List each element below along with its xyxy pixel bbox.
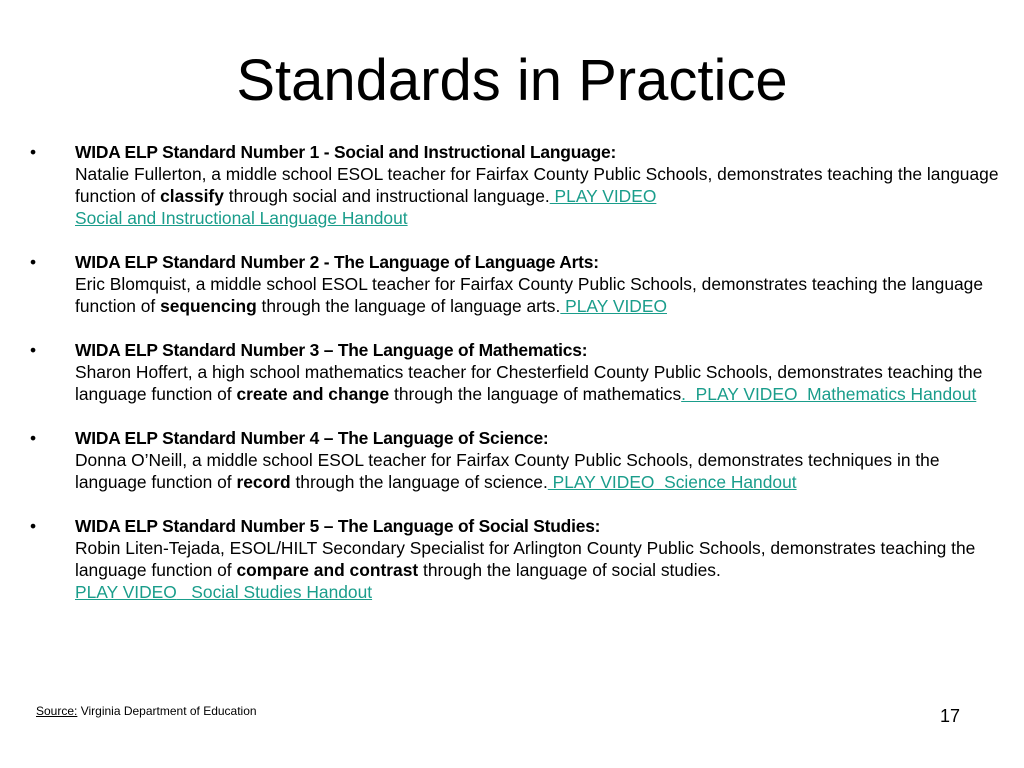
standard-heading: WIDA ELP Standard Number 3 – The Language of Mathematics: — [75, 340, 588, 360]
standard-description — [75, 273, 1005, 317]
bullet-icon: • — [30, 340, 37, 360]
list-item-standard-3 — [30, 339, 1005, 405]
language-function: classify — [160, 186, 224, 206]
handout-link[interactable]: Social Studies Handout — [176, 582, 373, 602]
source-citation — [36, 703, 257, 719]
description-text: Robin Liten-Tejada, ESOL/HILT Secondary Specialist for Arlington County Public Schools, demonstrates teaching the language function of — [75, 538, 976, 580]
source-text: Virginia Department of Education — [77, 704, 257, 718]
page-number: 17 — [940, 706, 961, 726]
description-text: Sharon Hoffert, a high school mathematics teacher for Chesterfield County Public Schools, demonstrates teaching the language function of — [75, 362, 983, 404]
list-item-standard-1 — [30, 141, 1005, 229]
source-label-link[interactable]: Source: — [36, 704, 78, 718]
standard-description — [75, 537, 1005, 603]
standard-description — [75, 449, 1005, 493]
bullet-icon: • — [30, 428, 37, 448]
description-text-end: through the language of mathematics — [389, 384, 682, 404]
standard-heading: WIDA ELP Standard Number 1 - Social and Instructional Language: — [75, 142, 617, 162]
description-text-end: through the language of language arts. — [256, 296, 561, 316]
standard-description — [75, 163, 1005, 229]
description-text-end: through the language of social studies. — [418, 560, 721, 580]
description-text: Natalie Fullerton, a middle school ESOL teacher for Fairfax County Public Schools, demonstrates teaching the language function of — [75, 164, 999, 206]
language-function: record — [236, 472, 291, 492]
list-item-standard-4 — [30, 427, 1005, 493]
standards-list — [30, 141, 1005, 625]
bullet-icon: • — [30, 142, 37, 162]
description-text-end: through the language of science. — [290, 472, 548, 492]
list-item-standard-2 — [30, 251, 1005, 317]
list-item-standard-5 — [30, 515, 1005, 603]
language-function: create and change — [236, 384, 390, 404]
language-function: sequencing — [160, 296, 257, 316]
standard-heading: WIDA ELP Standard Number 4 – The Language of Science: — [75, 428, 549, 448]
handout-link[interactable]: Social and Instructional Language Handout — [75, 208, 408, 228]
play-video-link[interactable]: PLAY VIDEO — [547, 472, 655, 492]
standard-heading: WIDA ELP Standard Number 2 - The Language of Language Arts: — [75, 252, 599, 272]
handout-link[interactable]: Mathematics Handout — [797, 384, 977, 404]
play-video-link[interactable]: PLAY VIDEO — [75, 582, 177, 602]
play-video-link[interactable]: . PLAY VIDEO — [681, 384, 798, 404]
language-function: compare and contrast — [236, 560, 419, 580]
standard-heading: WIDA ELP Standard Number 5 – The Language of Social Studies: — [75, 516, 601, 536]
handout-link[interactable]: Science Handout — [654, 472, 797, 492]
bullet-icon: • — [30, 252, 37, 272]
play-video-link[interactable]: PLAY VIDEO — [560, 296, 667, 316]
bullet-icon: • — [30, 516, 37, 536]
description-text-end: through social and instructional language. — [223, 186, 550, 206]
slide-title: Standards in Practice — [236, 48, 788, 113]
description-text: Donna O’Neill, a middle school ESOL teacher for Fairfax County Public Schools, demonstrates techniques in the language function of — [75, 450, 940, 492]
description-text: Eric Blomquist, a middle school ESOL teacher for Fairfax County Public Schools, demonstrates teaching the language function of — [75, 274, 984, 316]
standard-description — [75, 361, 1005, 405]
play-video-link[interactable]: PLAY VIDEO — [549, 186, 657, 206]
